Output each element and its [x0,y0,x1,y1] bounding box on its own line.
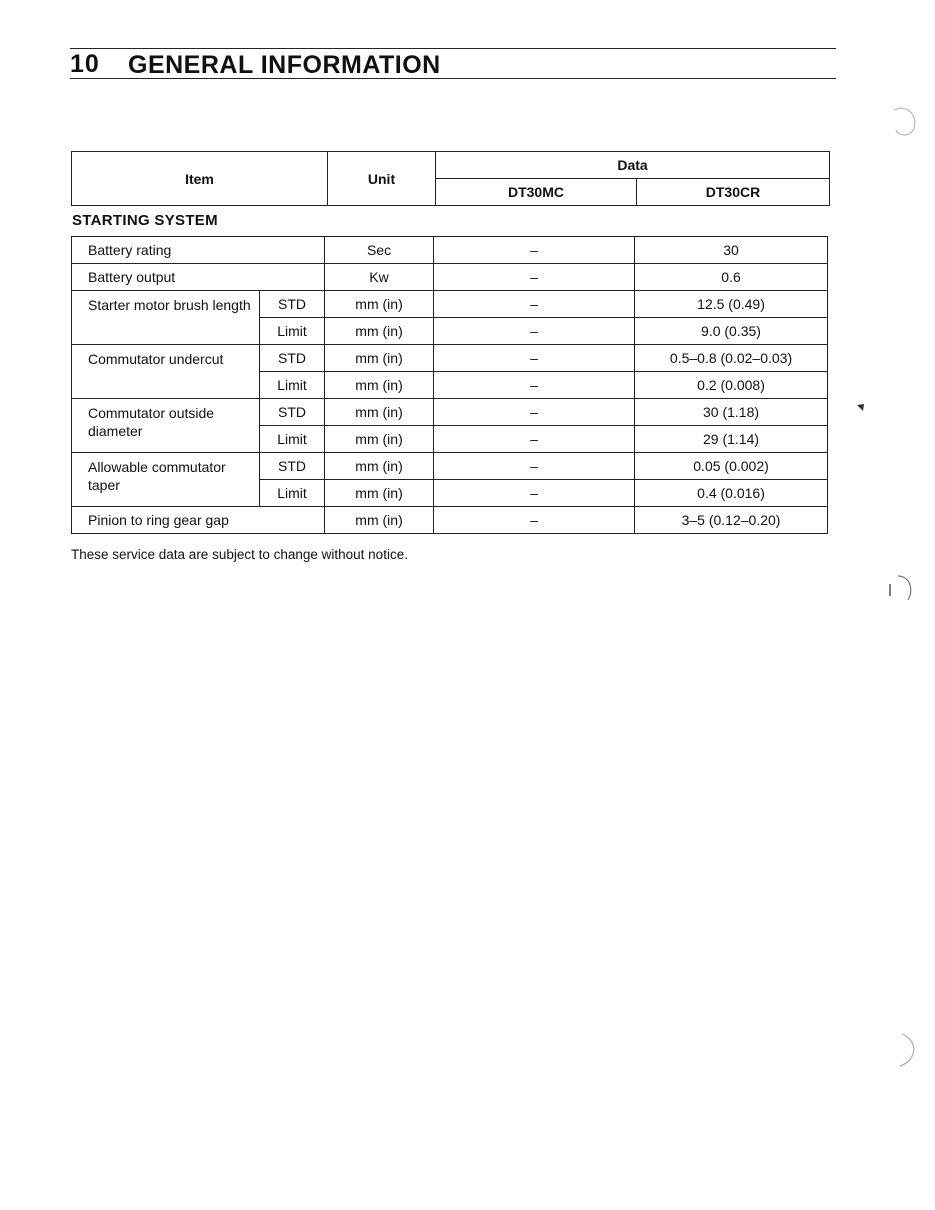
item-cell: Pinion to ring gear gap [72,507,325,534]
type-cell: Limit [260,426,325,453]
dt30mc-value: – [434,507,635,534]
dt30cr-value: 9.0 (0.35) [635,318,828,345]
unit-cell: mm (in) [325,453,434,480]
footnote: These service data are subject to change without notice. [71,547,408,562]
section-title: STARTING SYSTEM [72,212,218,229]
item-cell: Battery output [72,264,325,291]
model-dt30cr-header: DT30CR [637,179,830,206]
item-cell: Commutator outside diameter [72,399,260,453]
item-cell: Starter motor brush length [72,291,260,345]
type-cell: STD [260,345,325,372]
unit-cell: mm (in) [325,399,434,426]
table-row [72,399,828,426]
dt30mc-value: – [434,291,635,318]
type-cell: Limit [260,372,325,399]
page-header [70,46,836,82]
dt30cr-value: 3–5 (0.12–0.20) [635,507,828,534]
dt30cr-value: 29 (1.14) [635,426,828,453]
table-row [72,507,828,534]
table-row [72,264,828,291]
type-cell: Limit [260,318,325,345]
dt30mc-value: – [434,453,635,480]
model-dt30mc-header: DT30MC [436,179,637,206]
dt30mc-value: – [434,480,635,507]
unit-column-header: Unit [328,152,436,206]
dt30mc-value: – [434,345,635,372]
dt30cr-value: 0.6 [635,264,828,291]
dt30mc-value: – [434,399,635,426]
item-cell: Battery rating [72,237,325,264]
header-bottom-rule [70,78,836,79]
unit-cell: mm (in) [325,318,434,345]
unit-cell: mm (in) [325,345,434,372]
type-cell: STD [260,453,325,480]
unit-cell: mm (in) [325,507,434,534]
section-number: 10 [70,50,100,78]
dt30cr-value: 30 [635,237,828,264]
unit-cell: mm (in) [325,291,434,318]
dt30mc-value: – [434,372,635,399]
punch-hole-mark [884,572,918,606]
dt30mc-value: – [434,318,635,345]
header-top-rule [70,48,836,49]
item-cell: Commutator undercut [72,345,260,399]
punch-hole-mark [886,104,920,140]
dt30cr-value: 12.5 (0.49) [635,291,828,318]
dt30cr-value: 0.5–0.8 (0.02–0.03) [635,345,828,372]
table-row [72,453,828,480]
type-cell: Limit [260,480,325,507]
table-row [72,291,828,318]
unit-cell: mm (in) [325,372,434,399]
dt30cr-value: 0.05 (0.002) [635,453,828,480]
unit-cell: Sec [325,237,434,264]
dt30mc-value: – [434,426,635,453]
dt30cr-value: 30 (1.18) [635,399,828,426]
table-header [71,151,830,206]
unit-cell: Kw [325,264,434,291]
dt30cr-value: 0.4 (0.016) [635,480,828,507]
dt30cr-value: 0.2 (0.008) [635,372,828,399]
table-row [72,237,828,264]
unit-cell: mm (in) [325,480,434,507]
table-row [72,345,828,372]
item-cell: Allowable commutator taper [72,453,260,507]
dt30mc-value: – [434,237,635,264]
data-column-header: Data [436,152,830,179]
type-cell: STD [260,399,325,426]
item-column-header: Item [72,152,328,206]
unit-cell: mm (in) [325,426,434,453]
spec-table [71,236,828,534]
page-title: GENERAL INFORMATION [128,51,441,79]
dt30mc-value: – [434,264,635,291]
ink-speck-mark [855,402,867,414]
type-cell: STD [260,291,325,318]
punch-hole-mark [892,1030,922,1070]
